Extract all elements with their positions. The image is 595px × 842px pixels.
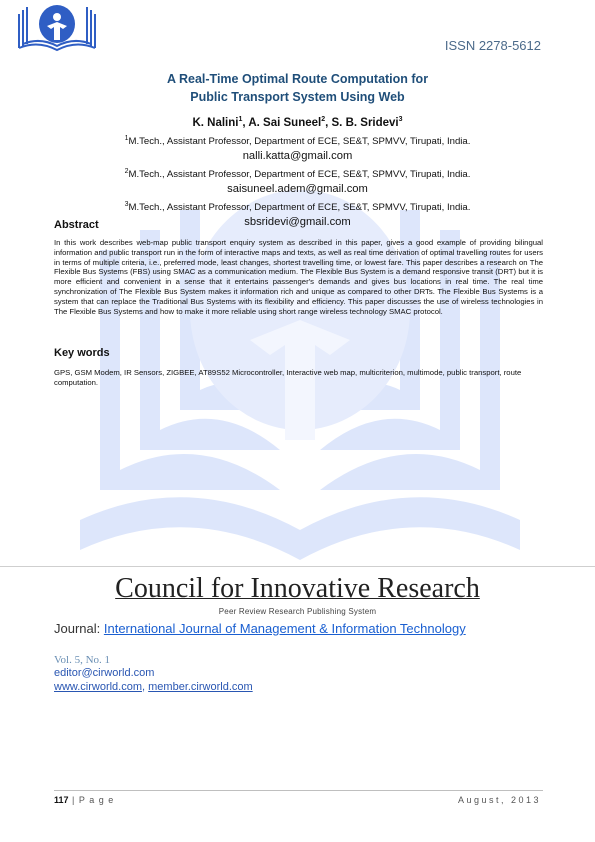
author-email[interactable]: sbsridevi@gmail.com bbox=[244, 216, 351, 229]
affiliation: $^1$M.Tech., Assistant Professor, Department of ECE, SE&T, SPMVV, Tirupati, India. bbox=[124, 134, 471, 148]
footer-divider bbox=[54, 790, 543, 791]
publisher-logo-icon bbox=[14, 4, 100, 54]
volume-info: Vol. 5, No. 1 bbox=[54, 654, 111, 666]
journal-link[interactable]: International Journal of Management & Information Technology bbox=[103, 621, 466, 636]
website-link[interactable]: www.cirworld.com bbox=[54, 681, 143, 693]
author-block bbox=[60, 112, 535, 230]
page-number: 117 | P a g e bbox=[54, 795, 115, 805]
journal-label: Journal: bbox=[54, 621, 104, 636]
publisher-tagline: Peer Review Research Publishing System bbox=[218, 607, 377, 616]
affiliation: $^2$M.Tech., Assistant Professor, Department of ECE, SE&T, SPMVV, Tirupati, India. bbox=[124, 168, 471, 181]
abstract-text: In this work describes web-map public transport enquiry system as described in this paper, gives a good example of providing bilingual information and public transport run in the form of interactive maps and texts, as well as real time derivation of optimal travelling routes for users in terms of multiple criteria, i.e., preferred mode, least changes, shortest travelling time, or lowest fare. This paper describes a research on The Flexible Bus Systems (FBS) using SMAC as a communication medium. The Flexible Bus System is a demand responsive transit (DRT) but it is more efficient and convenient in a sense that it entertains passenger's demands and gives bus locations in real time. The real time synchronization of The Flexible Bus System makes it information rich and unique as compared to other DRTs. The Flexible Bus Systems is a system that can replace the Traditional Bus Systems with its flexibility and efficiency. This paper discusses the use of wireless technologies in The Flexible Bus Systems and how to make it more reliable using short range wireless technology SMAC protocol. bbox=[54, 238, 543, 316]
footer-date: August, 2013 bbox=[457, 795, 541, 805]
publisher-name: Council for Innovative Research bbox=[115, 573, 480, 604]
abstract-heading: Abstract bbox=[54, 219, 99, 231]
section-divider bbox=[0, 566, 595, 567]
title-line-1: A Real-Time Optimal Route Computation for bbox=[166, 72, 429, 86]
editor-email[interactable]: editor@cirworld.com bbox=[54, 667, 155, 679]
author-names: K. Nalini$^1$, A. Sai Suneel$^2$, S. B. Sridevi$^3$ bbox=[192, 116, 403, 129]
author-name: A. Sai Suneel bbox=[248, 116, 322, 129]
affiliation: $^3$M.Tech., Assistant Professor, Department of ECE, SE&T, SPMVV, Tirupati, India. bbox=[124, 201, 471, 214]
paper-title bbox=[60, 70, 535, 106]
title-line-2: Public Transport System Using Web bbox=[190, 90, 405, 104]
journal-line bbox=[54, 621, 466, 636]
author-email[interactable]: nalli.katta@gmail.com bbox=[242, 150, 353, 163]
website-links: www.cirworld.com, member.cirworld.com bbox=[54, 681, 253, 693]
member-site-link[interactable]: member.cirworld.com bbox=[148, 681, 253, 693]
keywords-text: GPS, GSM Modem, IR Sensors, ZIGBEE, AT89S52 Microcontroller, Interactive web map, multicriterion, multimode, public transport, route computation. bbox=[54, 368, 522, 387]
issn-number: ISSN 2278-5612 bbox=[444, 38, 541, 53]
author-name: S. B. Sridevi bbox=[331, 116, 399, 129]
keywords-heading: Key words bbox=[54, 347, 110, 359]
author-name: K. Nalini bbox=[192, 116, 239, 129]
author-email[interactable]: saisuneel.adem@gmail.com bbox=[227, 183, 368, 196]
